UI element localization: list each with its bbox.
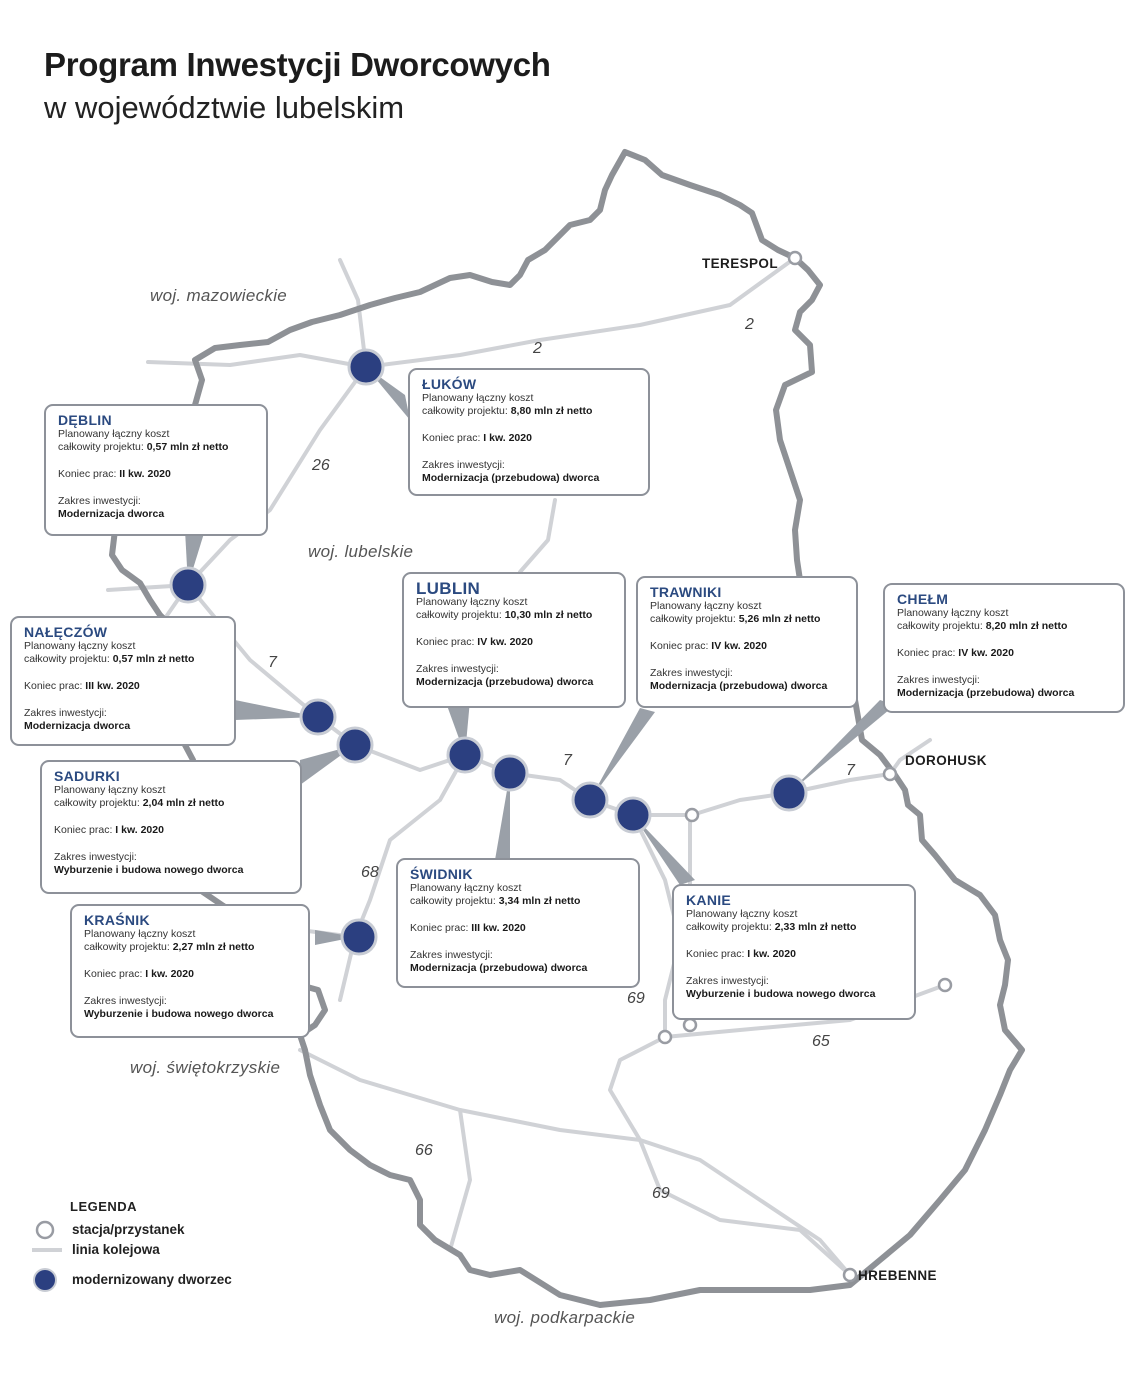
station-name: ŚWIDNIK [410,866,473,882]
scope-label: Zakres inwestycji: [84,995,167,1007]
modernized-station-sadurki [338,728,372,762]
cost-value: 0,57 mln zł netto [146,441,229,453]
line-number-2-west: 2 [533,340,542,357]
scope-value: Modernizacja dworca [24,720,131,732]
station-name: ŁUKÓW [422,376,477,392]
modernized-station-chelm [772,776,806,810]
station-name: DĘBLIN [58,412,112,428]
end-label: Koniec prac: [422,432,481,444]
end-value: IV kw. 2020 [958,647,1014,659]
cost-label: Planowany łączny koszt [410,882,522,894]
info-box-naleczow [10,616,236,746]
legend-title: LEGENDA [70,1199,138,1214]
total-label: całkowity projektu: [897,620,983,632]
legend-station-symbol [37,1222,53,1238]
station-name: LUBLIN [416,579,481,598]
end-label: Koniec prac: [416,636,475,648]
info-box-swidnik [396,858,640,988]
end-value: I kw. 2020 [145,968,194,980]
end-label: Koniec prac: [54,824,113,836]
end-label: Koniec prac: [58,468,117,480]
station-hrebenne [844,1269,856,1281]
total-label: całkowity projektu: [650,613,736,625]
cost-label: Planowany łączny koszt [686,908,798,920]
city-label-hrebenne: HREBENNE [858,1268,937,1283]
end-value: IV kw. 2020 [477,636,533,648]
cost-value: 10,30 mln zł netto [504,609,593,621]
modernized-station-krasnik [342,920,376,954]
total-label: całkowity projektu: [58,441,144,453]
end-label: Koniec prac: [24,680,83,692]
city-label-dorohusk: DOROHUSK [905,753,987,768]
rail-line-66 [300,1050,850,1275]
scope-label: Zakres inwestycji: [416,663,499,675]
cost-label: Planowany łączny koszt [416,596,528,608]
scope-label: Zakres inwestycji: [58,495,141,507]
station-junction-65 [659,1031,671,1043]
modernized-station-lukow [349,350,383,384]
modernized-station-trawniki [573,783,607,817]
line-number-68: 68 [361,864,379,881]
total-label: całkowity projektu: [24,653,110,665]
station-name: SADURKI [54,768,120,784]
total-label: całkowity projektu: [410,895,496,907]
info-box-lukow [408,368,650,496]
cost-value: 2,04 mln zł netto [142,797,225,809]
total-label: całkowity projektu: [422,405,508,417]
info-box-deblin [44,404,268,536]
line-number-69-north: 69 [627,990,645,1007]
end-value: II kw. 2020 [119,468,171,480]
scope-label: Zakres inwestycji: [54,851,137,863]
legend-line-label: linia kolejowa [72,1242,160,1257]
rail-line-65-west [610,1037,665,1140]
scope-value: Modernizacja (przebudowa) dworca [422,472,600,484]
modernized-station-swidnik [493,756,527,790]
region-label-swietokrzyskie: woj. świętokrzyskie [130,1058,281,1077]
info-box-trawniki [636,576,858,708]
station-name: KRAŚNIK [84,912,150,928]
station-terespol [789,252,801,264]
region-label-lubelskie: woj. lubelskie [308,542,414,561]
station-name: CHEŁM [897,591,949,607]
station-dorohusk [884,768,896,780]
region-label-mazowieckie: woj. mazowieckie [150,286,288,305]
end-label: Koniec prac: [410,922,469,934]
info-box-krasnik [70,904,310,1038]
cost-value: 8,80 mln zł netto [510,405,593,417]
line-number-69-south: 69 [652,1185,670,1202]
region-label-podkarpackie: woj. podkarpackie [494,1308,636,1327]
info-box-chelm [883,583,1125,713]
station-name: KANIE [686,892,732,908]
total-label: całkowity projektu: [686,921,772,933]
cost-value: 2,33 mln zł netto [774,921,857,933]
info-box-kanie [672,884,916,1020]
scope-value: Modernizacja (przebudowa) dworca [410,962,588,974]
line-number-7-west: 7 [268,654,277,671]
line-number-65: 65 [812,1033,830,1050]
scope-label: Zakres inwestycji: [410,949,493,961]
scope-label: Zakres inwestycji: [897,674,980,686]
total-label: całkowity projektu: [84,941,170,953]
info-box-lublin [402,572,626,708]
scope-value: Modernizacja (przebudowa) dworca [897,687,1075,699]
end-value: I kw. 2020 [115,824,164,836]
scope-value: Wyburzenie i budowa nowego dworca [84,1008,274,1020]
rail-line-lukow-branch [520,500,555,572]
line-number-7-center: 7 [563,752,572,769]
cost-value: 0,57 mln zł netto [112,653,195,665]
station-name: TRAWNIKI [650,584,722,600]
cost-label: Planowany łączny koszt [54,784,166,796]
scope-value: Modernizacja dworca [58,508,165,520]
end-value: III kw. 2020 [471,922,526,934]
scope-label: Zakres inwestycji: [686,975,769,987]
cost-value: 8,20 mln zł netto [985,620,1068,632]
cost-label: Planowany łączny koszt [24,640,136,652]
rail-line-66-south [450,1110,470,1250]
scope-value: Modernizacja (przebudowa) dworca [416,676,594,688]
cost-value: 5,26 mln zł netto [738,613,821,625]
end-value: I kw. 2020 [747,948,796,960]
scope-value: Wyburzenie i budowa nowego dworca [54,864,244,876]
cost-label: Planowany łączny koszt [58,428,170,440]
legend-modernized-symbol [34,1269,56,1291]
end-label: Koniec prac: [686,948,745,960]
end-label: Koniec prac: [84,968,143,980]
end-label: Koniec prac: [650,640,709,652]
cost-label: Planowany łączny koszt [897,607,1009,619]
end-value: III kw. 2020 [85,680,140,692]
cost-value: 2,27 mln zł netto [172,941,255,953]
station-name: NAŁĘCZÓW [24,624,108,640]
modernized-station-kanie [616,798,650,832]
scope-label: Zakres inwestycji: [24,707,107,719]
total-label: całkowity projektu: [416,609,502,621]
page-subtitle: w województwie lubelskim [44,90,405,125]
scope-value: Wyburzenie i budowa nowego dworca [686,988,876,1000]
end-value: I kw. 2020 [483,432,532,444]
cost-value: 3,34 mln zł netto [498,895,581,907]
station-south-of-kanie [684,1019,696,1031]
scope-value: Modernizacja (przebudowa) dworca [650,680,828,692]
scope-label: Zakres inwestycji: [422,459,505,471]
legend-modernized-label: modernizowany dworzec [72,1272,232,1287]
station-east-65 [939,979,951,991]
modernized-station-deblin [171,568,205,602]
end-value: IV kw. 2020 [711,640,767,652]
line-number-26: 26 [312,457,330,474]
end-label: Koniec prac: [897,647,956,659]
line-number-66: 66 [415,1142,433,1159]
modernized-station-lublin [448,738,482,772]
page-title: Program Inwestycji Dworcowych [44,46,551,83]
station-east-of-kanie [686,809,698,821]
total-label: całkowity projektu: [54,797,140,809]
rail-line-69-southeast [640,1140,850,1275]
cost-label: Planowany łączny koszt [650,600,762,612]
line-number-7-east: 7 [846,762,855,779]
cost-label: Planowany łączny koszt [422,392,534,404]
city-label-terespol: TERESPOL [702,256,778,271]
modernized-station-naleczow [301,700,335,734]
cost-label: Planowany łączny koszt [84,928,196,940]
info-box-sadurki [40,760,302,894]
scope-label: Zakres inwestycji: [650,667,733,679]
legend-station-label: stacja/przystanek [72,1222,185,1237]
line-number-2-east: 2 [745,316,754,333]
